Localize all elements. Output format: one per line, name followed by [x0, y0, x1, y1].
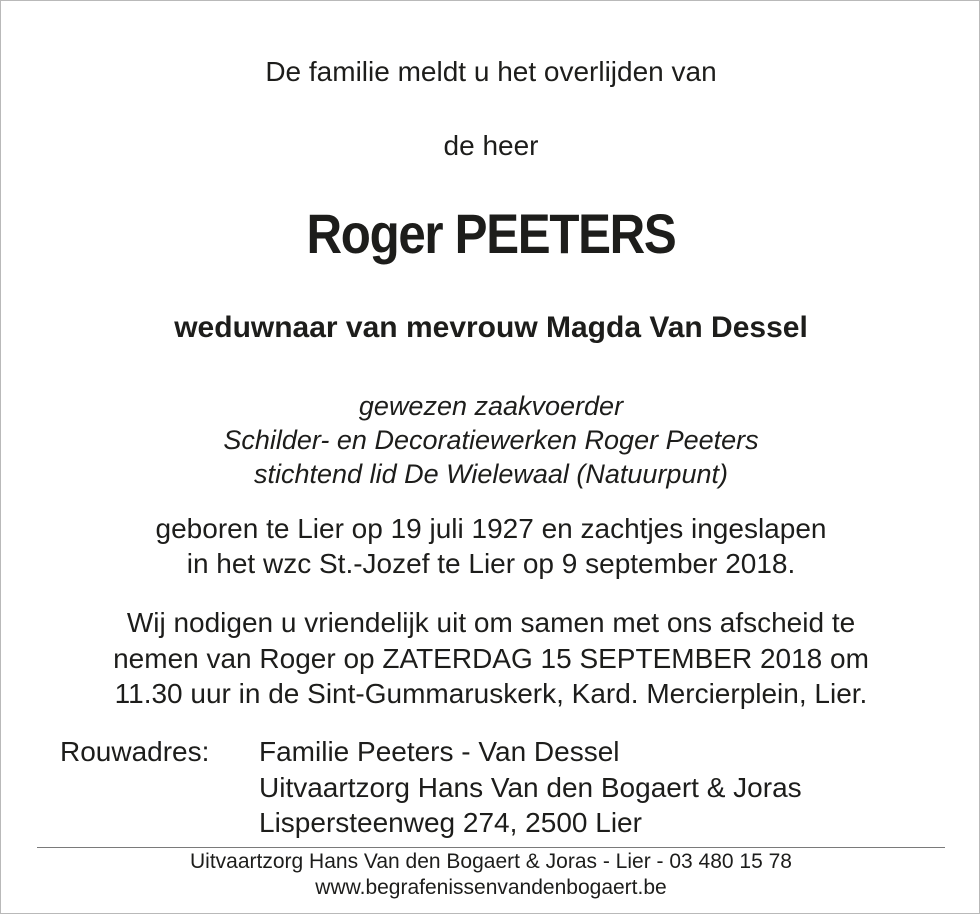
- intro-text: De familie meldt u het overlijden van: [265, 56, 717, 87]
- honorific: de heer: [443, 130, 539, 161]
- widower-line: weduwnaar van mevrouw Magda Van Dessel: [174, 311, 808, 344]
- birth-death-line: in het wzc St.-Jozef te Lier op 9 september 2018.: [186, 548, 796, 579]
- address-line: Familie Peeters - Van Dessel: [259, 736, 620, 767]
- footer-divider: [37, 847, 945, 848]
- footer-contact: Uitvaartzorg Hans Van den Bogaert & Joras - Lier - 03 480 15 78: [190, 850, 792, 873]
- role-line: stichtend lid De Wielewaal (Natuurpunt): [254, 459, 728, 489]
- birth-death-line: geboren te Lier op 19 juli 1927 en zachtjes ingeslapen: [155, 513, 827, 544]
- deceased-name: Roger PEETERS: [306, 202, 676, 265]
- address-label: Rouwadres:: [60, 736, 210, 767]
- invitation-line: 11.30 uur in de Sint-Gummaruskerk, Kard. Mercierplein, Lier.: [114, 678, 868, 709]
- address-line: Lispersteenweg 274, 2500 Lier: [259, 807, 642, 838]
- role-line: gewezen zaakvoerder: [358, 391, 624, 421]
- invitation-line: nemen van Roger op ZATERDAG 15 SEPTEMBER 2018 om: [113, 643, 869, 674]
- footer-website: www.begrafenissenvandenbogaert.be: [315, 876, 667, 899]
- invitation-line: Wij nodigen u vriendelijk uit om samen met ons afscheid te: [126, 607, 856, 638]
- role-line: Schilder- en Decoratiewerken Roger Peeters: [223, 425, 759, 455]
- address-line: Uitvaartzorg Hans Van den Bogaert & Joras: [259, 772, 802, 803]
